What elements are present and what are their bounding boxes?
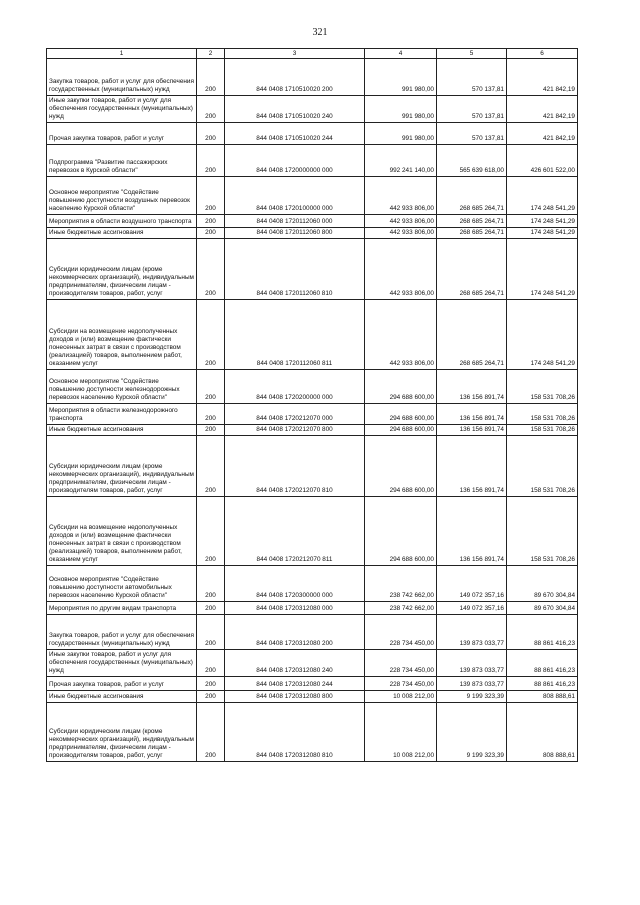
row-executed-amount: 9 199 323,39 xyxy=(437,703,507,762)
column-header: 6 xyxy=(507,49,578,59)
row-grbs-code: 200 xyxy=(197,615,225,650)
row-name: Субсидии юридическим лицам (кроме некоммерческих организаций), индивидуальным предпринимателям, физическим лицам - производителям товаров, работ, услуг xyxy=(47,436,197,497)
row-grbs-code: 200 xyxy=(197,177,225,215)
table-row xyxy=(47,215,578,228)
row-name: Мероприятия в области железнодорожного транспорта xyxy=(47,404,197,425)
row-budget-code: 844 0408 1710510020 240 xyxy=(225,96,365,123)
column-header: 1 xyxy=(47,49,197,59)
row-budget-code: 844 0408 1720212070 810 xyxy=(225,436,365,497)
table-row xyxy=(47,300,578,370)
row-executed-amount: 136 156 891,74 xyxy=(437,425,507,436)
row-name: Основное мероприятие "Содействие повышению доступности воздушных перевозок населению Курской области" xyxy=(47,177,197,215)
column-header: 4 xyxy=(365,49,437,59)
row-budget-code: 844 0408 1720112060 000 xyxy=(225,215,365,228)
row-grbs-code: 200 xyxy=(197,145,225,177)
row-remaining-amount: 158 531 708,26 xyxy=(507,425,578,436)
row-executed-amount: 136 156 891,74 xyxy=(437,404,507,425)
row-budget-code: 844 0408 1720112060 800 xyxy=(225,228,365,239)
row-grbs-code: 200 xyxy=(197,436,225,497)
row-name: Иные бюджетные ассигнования xyxy=(47,425,197,436)
row-name: Основное мероприятие "Содействие повышению доступности автомобильных перевозок населению Курской области" xyxy=(47,566,197,602)
row-planned-amount: 992 241 140,00 xyxy=(365,145,437,177)
row-remaining-amount: 421 842,19 xyxy=(507,123,578,145)
row-remaining-amount: 808 888,61 xyxy=(507,691,578,703)
row-planned-amount: 442 933 806,00 xyxy=(365,228,437,239)
table-row xyxy=(47,123,578,145)
row-planned-amount: 991 980,00 xyxy=(365,123,437,145)
row-grbs-code: 200 xyxy=(197,404,225,425)
row-executed-amount: 570 137,81 xyxy=(437,59,507,96)
row-name: Иные бюджетные ассигнования xyxy=(47,691,197,703)
row-planned-amount: 442 933 806,00 xyxy=(365,177,437,215)
row-grbs-code: 200 xyxy=(197,677,225,691)
table-row xyxy=(47,650,578,677)
row-name: Прочая закупка товаров, работ и услуг xyxy=(47,677,197,691)
row-budget-code: 844 0408 1720112060 811 xyxy=(225,300,365,370)
row-planned-amount: 238 742 662,00 xyxy=(365,602,437,615)
row-executed-amount: 136 156 891,74 xyxy=(437,436,507,497)
row-executed-amount: 149 072 357,16 xyxy=(437,602,507,615)
column-header: 2 xyxy=(197,49,225,59)
row-grbs-code: 200 xyxy=(197,239,225,300)
row-planned-amount: 294 688 600,00 xyxy=(365,497,437,566)
row-budget-code: 844 0408 1720112060 810 xyxy=(225,239,365,300)
row-planned-amount: 294 688 600,00 xyxy=(365,404,437,425)
row-remaining-amount: 158 531 708,26 xyxy=(507,497,578,566)
row-name: Подпрограмма "Развитие пассажирских перевозок в Курской области" xyxy=(47,145,197,177)
row-name: Закупка товаров, работ и услуг для обеспечения государственных (муниципальных) нужд xyxy=(47,615,197,650)
row-executed-amount: 268 685 264,71 xyxy=(437,239,507,300)
row-executed-amount: 139 873 033,77 xyxy=(437,650,507,677)
row-name: Мероприятия по другим видам транспорта xyxy=(47,602,197,615)
table-row xyxy=(47,145,578,177)
table-row xyxy=(47,436,578,497)
table-row xyxy=(47,239,578,300)
row-grbs-code: 200 xyxy=(197,691,225,703)
row-executed-amount: 136 156 891,74 xyxy=(437,370,507,404)
row-name: Субсидии на возмещение недополученных доходов и (или) возмещение фактически понесенных затрат в связи с производством (реализацией) товаров, выполнением работ, оказанием услуг xyxy=(47,497,197,566)
row-planned-amount: 442 933 806,00 xyxy=(365,215,437,228)
table-body xyxy=(47,59,578,762)
row-grbs-code: 200 xyxy=(197,602,225,615)
row-executed-amount: 268 685 264,71 xyxy=(437,228,507,239)
row-remaining-amount: 421 842,19 xyxy=(507,59,578,96)
row-remaining-amount: 174 248 541,29 xyxy=(507,239,578,300)
row-budget-code: 844 0408 1720212070 000 xyxy=(225,404,365,425)
row-grbs-code: 200 xyxy=(197,96,225,123)
row-name: Субсидии юридическим лицам (кроме некоммерческих организаций), индивидуальным предпринимателям, физическим лицам - производителям товаров, работ, услуг xyxy=(47,703,197,762)
row-grbs-code: 200 xyxy=(197,497,225,566)
row-budget-code: 844 0408 1720300000 000 xyxy=(225,566,365,602)
row-grbs-code: 200 xyxy=(197,300,225,370)
table-row xyxy=(47,59,578,96)
row-budget-code: 844 0408 1720312080 240 xyxy=(225,650,365,677)
row-budget-code: 844 0408 1720312080 810 xyxy=(225,703,365,762)
row-executed-amount: 268 685 264,71 xyxy=(437,300,507,370)
row-name: Основное мероприятие "Содействие повышению доступности железнодорожных перевозок населению Курской области" xyxy=(47,370,197,404)
row-name: Иные бюджетные ассигнования xyxy=(47,228,197,239)
row-remaining-amount: 421 842,19 xyxy=(507,96,578,123)
row-planned-amount: 228 734 450,00 xyxy=(365,615,437,650)
row-name: Субсидии на возмещение недополученных доходов и (или) возмещение фактически понесенных затрат в связи с производством (реализацией) товаров, выполнением работ, оказанием услуг xyxy=(47,300,197,370)
row-executed-amount: 149 072 357,16 xyxy=(437,566,507,602)
row-budget-code: 844 0408 1720312080 000 xyxy=(225,602,365,615)
table-row xyxy=(47,404,578,425)
table-row xyxy=(47,602,578,615)
row-remaining-amount: 158 531 708,26 xyxy=(507,370,578,404)
row-name: Закупка товаров, работ и услуг для обеспечения государственных (муниципальных) нужд xyxy=(47,59,197,96)
table-row xyxy=(47,691,578,703)
column-number-row xyxy=(47,49,578,59)
table-row xyxy=(47,370,578,404)
row-executed-amount: 268 685 264,71 xyxy=(437,215,507,228)
table-row xyxy=(47,703,578,762)
budget-table xyxy=(46,48,578,762)
row-planned-amount: 442 933 806,00 xyxy=(365,239,437,300)
row-remaining-amount: 174 248 541,29 xyxy=(507,300,578,370)
row-planned-amount: 294 688 600,00 xyxy=(365,370,437,404)
row-planned-amount: 10 008 212,00 xyxy=(365,691,437,703)
column-header: 5 xyxy=(437,49,507,59)
row-planned-amount: 294 688 600,00 xyxy=(365,425,437,436)
row-budget-code: 844 0408 1720312080 200 xyxy=(225,615,365,650)
row-grbs-code: 200 xyxy=(197,215,225,228)
row-remaining-amount: 89 670 304,84 xyxy=(507,566,578,602)
row-name: Мероприятия в области воздушного транспорта xyxy=(47,215,197,228)
row-budget-code: 844 0408 1720000000 000 xyxy=(225,145,365,177)
row-grbs-code: 200 xyxy=(197,59,225,96)
table-row xyxy=(47,566,578,602)
table-row xyxy=(47,497,578,566)
page-number: 321 xyxy=(312,27,328,38)
row-budget-code: 844 0408 1720200000 000 xyxy=(225,370,365,404)
table-row xyxy=(47,425,578,436)
row-executed-amount: 570 137,81 xyxy=(437,123,507,145)
row-planned-amount: 238 742 662,00 xyxy=(365,566,437,602)
row-name: Иные закупки товаров, работ и услуг для обеспечения государственных (муниципальных) нужд xyxy=(47,650,197,677)
row-name: Прочая закупка товаров, работ и услуг xyxy=(47,123,197,145)
row-name: Субсидии юридическим лицам (кроме некоммерческих организаций), индивидуальным предпринимателям, физическим лицам - производителям товаров, работ, услуг xyxy=(47,239,197,300)
row-planned-amount: 991 980,00 xyxy=(365,59,437,96)
row-remaining-amount: 174 248 541,29 xyxy=(507,228,578,239)
row-planned-amount: 228 734 450,00 xyxy=(365,677,437,691)
row-planned-amount: 294 688 600,00 xyxy=(365,436,437,497)
table-row xyxy=(47,615,578,650)
row-planned-amount: 991 980,00 xyxy=(365,96,437,123)
row-remaining-amount: 88 861 416,23 xyxy=(507,615,578,650)
row-executed-amount: 139 873 033,77 xyxy=(437,615,507,650)
row-remaining-amount: 158 531 708,26 xyxy=(507,404,578,425)
row-grbs-code: 200 xyxy=(197,566,225,602)
row-name: Иные закупки товаров, работ и услуг для обеспечения государственных (муниципальных) нужд xyxy=(47,96,197,123)
row-remaining-amount: 88 861 416,23 xyxy=(507,677,578,691)
row-planned-amount: 228 734 450,00 xyxy=(365,650,437,677)
row-planned-amount: 10 008 212,00 xyxy=(365,703,437,762)
row-executed-amount: 139 873 033,77 xyxy=(437,677,507,691)
row-budget-code: 844 0408 1720312080 244 xyxy=(225,677,365,691)
row-executed-amount: 565 639 618,00 xyxy=(437,145,507,177)
row-grbs-code: 200 xyxy=(197,650,225,677)
row-grbs-code: 200 xyxy=(197,703,225,762)
row-remaining-amount: 174 248 541,29 xyxy=(507,215,578,228)
table-row xyxy=(47,677,578,691)
row-remaining-amount: 808 888,61 xyxy=(507,703,578,762)
row-grbs-code: 200 xyxy=(197,123,225,145)
row-remaining-amount: 174 248 541,29 xyxy=(507,177,578,215)
row-remaining-amount: 88 861 416,23 xyxy=(507,650,578,677)
row-budget-code: 844 0408 1720100000 000 xyxy=(225,177,365,215)
row-budget-code: 844 0408 1710510020 244 xyxy=(225,123,365,145)
row-remaining-amount: 426 601 522,00 xyxy=(507,145,578,177)
table-row xyxy=(47,228,578,239)
column-header: 3 xyxy=(225,49,365,59)
row-budget-code: 844 0408 1710510020 200 xyxy=(225,59,365,96)
row-grbs-code: 200 xyxy=(197,370,225,404)
table-row xyxy=(47,177,578,215)
table-row xyxy=(47,96,578,123)
row-remaining-amount: 89 670 304,84 xyxy=(507,602,578,615)
row-budget-code: 844 0408 1720212070 811 xyxy=(225,497,365,566)
row-grbs-code: 200 xyxy=(197,425,225,436)
row-executed-amount: 136 156 891,74 xyxy=(437,497,507,566)
row-budget-code: 844 0408 1720212070 800 xyxy=(225,425,365,436)
row-executed-amount: 268 685 264,71 xyxy=(437,177,507,215)
row-planned-amount: 442 933 806,00 xyxy=(365,300,437,370)
row-remaining-amount: 158 531 708,26 xyxy=(507,436,578,497)
row-executed-amount: 570 137,81 xyxy=(437,96,507,123)
row-budget-code: 844 0408 1720312080 800 xyxy=(225,691,365,703)
row-executed-amount: 9 199 323,39 xyxy=(437,691,507,703)
row-grbs-code: 200 xyxy=(197,228,225,239)
